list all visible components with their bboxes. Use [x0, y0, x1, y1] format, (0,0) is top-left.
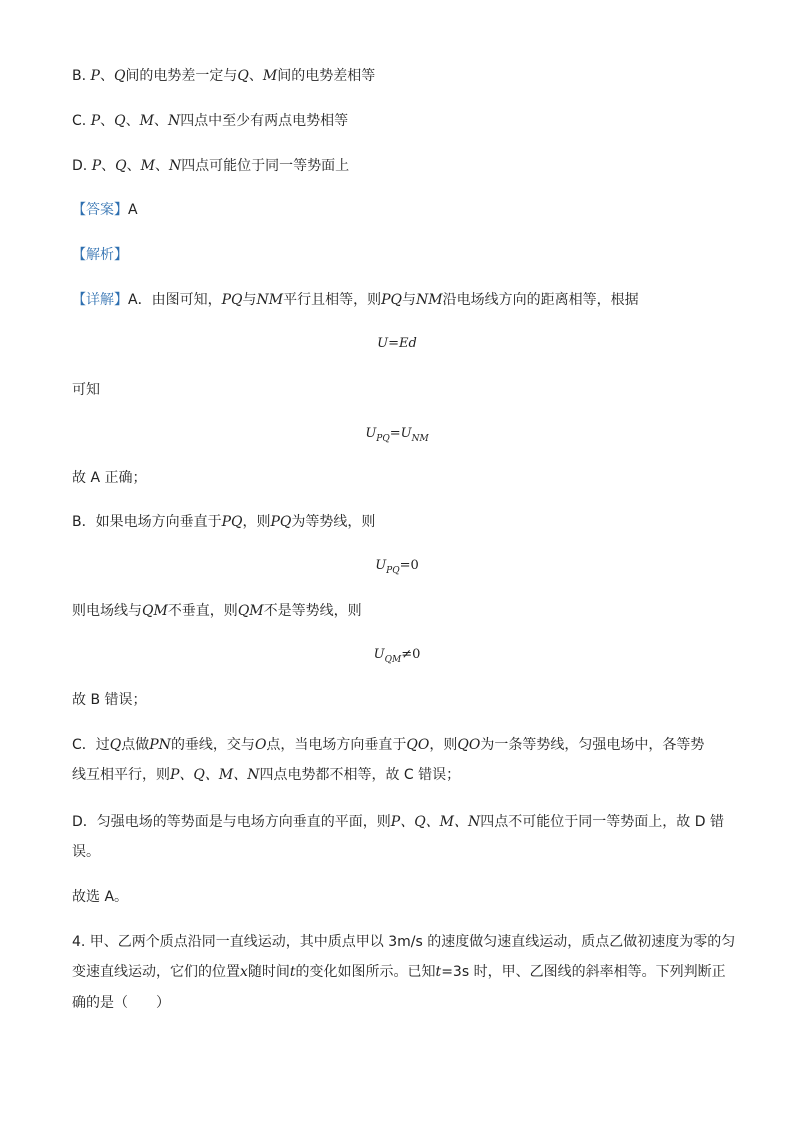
option-d	[72, 156, 349, 176]
detail-know: 可知	[72, 382, 100, 398]
separator: 、	[99, 68, 114, 84]
detail-text: A．由图可知，	[128, 292, 222, 308]
detail-a-line	[72, 290, 639, 310]
detail-text: 与	[242, 292, 257, 308]
equation-upq-unm	[0, 425, 794, 448]
equation-upq-zero	[0, 557, 794, 580]
question-text: 变速直线运动，它们的位置	[72, 964, 240, 980]
detail-text: B．如果电场方向垂直于	[72, 514, 222, 530]
detail-text: ，则	[429, 737, 458, 753]
answer-value: A	[128, 202, 138, 218]
detail-choose: 故选 A。	[72, 889, 129, 905]
option-text: 间的电势差一定与	[125, 68, 238, 84]
var-nm: NM	[415, 292, 443, 308]
var-p: P	[90, 113, 101, 129]
detail-b-conclusion: 故 B 错误；	[72, 692, 147, 708]
detail-text: 与	[401, 292, 416, 308]
option-c-label: C.	[72, 113, 87, 129]
separator: 、	[126, 158, 141, 174]
detail-b-line	[72, 512, 375, 532]
question-4-line3: 确的是（ ）	[72, 995, 170, 1011]
var-n: N	[168, 158, 182, 174]
detail-text: 则电场线与	[72, 603, 142, 619]
separator: 、	[154, 158, 169, 174]
question-text: 的变化如图所示。已知	[295, 964, 436, 980]
option-text: 间的电势差相等	[277, 68, 376, 84]
var-m: M	[140, 158, 155, 174]
var-m: M	[262, 68, 278, 84]
detail-a-conclusion: 故 A 正确；	[72, 470, 147, 486]
separator: 、	[100, 113, 115, 129]
question-text: =3s 时，甲、乙图线的斜率相等。下列判断正	[441, 964, 726, 980]
var-q: Q	[113, 68, 126, 84]
detail-text: 为等势线，则	[291, 514, 376, 530]
detail-text: C．过	[72, 737, 110, 753]
detail-c-line1	[72, 735, 704, 755]
detail-text: 平行且相等，则	[283, 292, 382, 308]
var-t: t	[289, 964, 296, 980]
var-p: P	[90, 68, 100, 84]
var-nm: NM	[256, 292, 284, 308]
detail-text: 不是等势线，则	[263, 603, 362, 619]
var-pq: PQ	[381, 292, 402, 308]
var-q: Q	[109, 737, 122, 753]
option-b-label: B.	[72, 68, 87, 84]
question-4-line1: 4. 甲、乙两个质点沿同一直线运动，其中质点甲以 3m/s 的速度做匀速直线运动，质点乙做初速度为零的匀	[72, 934, 736, 950]
eq-u: U	[365, 426, 377, 441]
detail-b-line2	[72, 601, 362, 621]
var-pqmn: P、Q、M、N	[390, 814, 481, 830]
detail-text: 点做	[121, 737, 150, 753]
eq-value: =0	[399, 558, 419, 573]
option-text: 四点中至少有两点电势相等	[180, 113, 349, 129]
var-pq: PQ	[270, 514, 292, 530]
var-qo: QO	[406, 737, 430, 753]
var-pq: PQ	[221, 514, 243, 530]
var-pn: PN	[149, 737, 171, 753]
var-qm: QM	[237, 603, 264, 619]
var-q: Q	[115, 158, 127, 174]
detail-text: 点，当电场方向垂直于	[266, 737, 407, 753]
detail-d-line2: 误。	[72, 844, 100, 860]
var-o: O	[254, 737, 267, 753]
var-t: t	[435, 964, 442, 980]
eq-u: U	[373, 647, 385, 662]
var-m: M	[139, 113, 154, 129]
eq-value: ≠0	[401, 647, 421, 662]
var-qm: QM	[142, 603, 168, 619]
analysis-line	[72, 245, 128, 265]
var-n: N	[167, 113, 181, 129]
option-d-label: D.	[72, 158, 88, 174]
detail-text: 的垂线，交与	[170, 737, 255, 753]
answer-tag: 【答案】	[72, 202, 128, 218]
analysis-tag: 【解析】	[72, 247, 128, 263]
detail-text: 四点不可能位于同一等势面上，故 D 错	[480, 814, 724, 830]
var-x: x	[240, 964, 248, 980]
equation-uqm-nonzero	[0, 646, 794, 669]
detail-text: 为一条等势线，匀强电场中，各等势	[480, 737, 705, 753]
var-q: Q	[114, 113, 126, 129]
eq-u: =U	[389, 426, 412, 441]
equation-u-ed: U=Ed	[377, 336, 417, 351]
eq-subscript: PQ	[386, 566, 400, 576]
detail-d-line1	[72, 812, 724, 832]
eq-subscript: QM	[384, 655, 402, 665]
detail-text: 四点电势都不相等，故 C 错误；	[259, 767, 461, 783]
question-4-line2	[72, 962, 726, 982]
var-q: Q	[237, 68, 249, 84]
var-p: P	[91, 158, 102, 174]
question-text: 随时间	[247, 964, 290, 980]
detail-c-line2	[72, 765, 460, 785]
option-text: 四点可能位于同一等势面上	[181, 158, 350, 174]
detail-tag: 【详解】	[72, 292, 128, 308]
separator: 、	[101, 158, 116, 174]
detail-text: 线互相平行，则	[72, 767, 170, 783]
detail-text: 不垂直，则	[167, 603, 238, 619]
detail-text: 沿电场线方向的距离相等，根据	[442, 292, 639, 308]
answer-line	[72, 200, 138, 220]
eq-subscript: PQ	[376, 434, 390, 444]
detail-text: ，则	[242, 514, 271, 530]
eq-subscript: NM	[411, 434, 429, 444]
separator: 、	[153, 113, 168, 129]
var-pq: PQ	[221, 292, 243, 308]
option-c	[72, 111, 348, 131]
detail-text: D．匀强电场的等势面是与电场方向垂直的平面，则	[72, 814, 391, 830]
option-b	[72, 66, 375, 86]
separator: 、	[248, 68, 263, 84]
separator: 、	[125, 113, 140, 129]
var-pqmn: P、Q、M、N	[170, 767, 260, 783]
var-qo: QO	[457, 737, 481, 753]
eq-u: U	[375, 558, 387, 573]
